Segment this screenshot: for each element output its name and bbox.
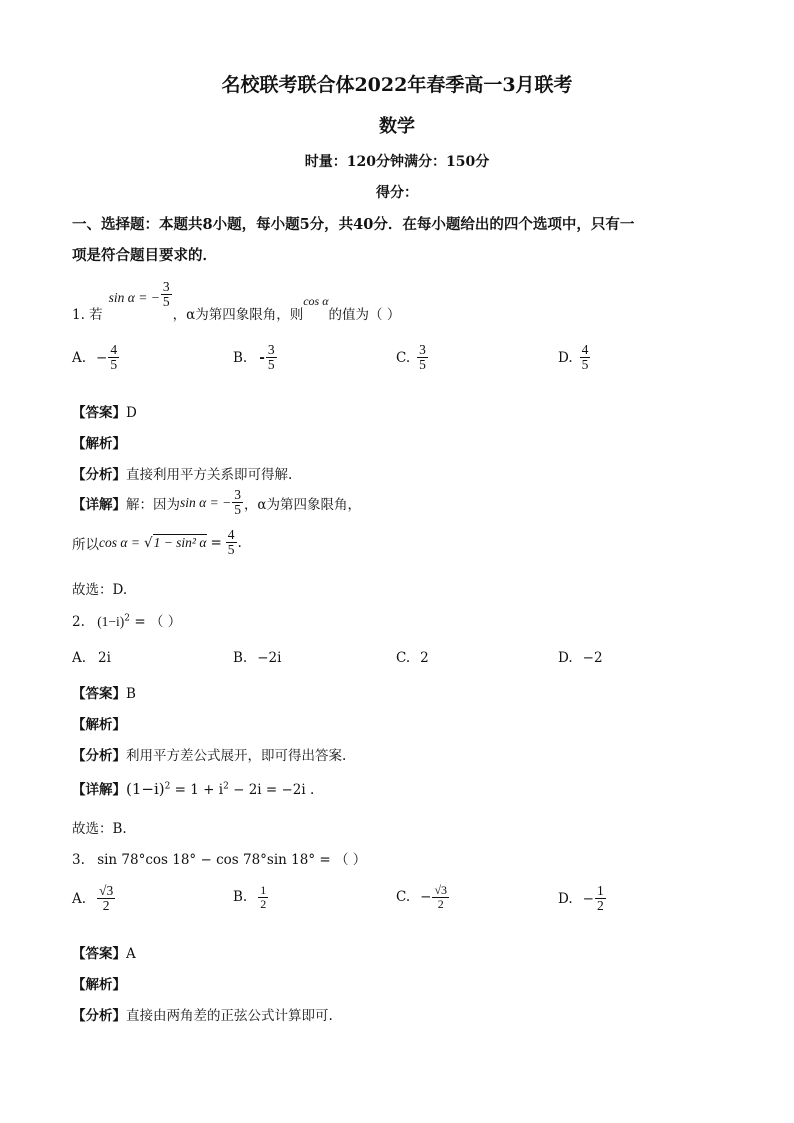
q1-option-b — [233, 343, 278, 372]
section-heading-line1: 一、选择题：本题共8小题，每小题5分，共40分．在每小题给出的四个选项中，只有一 — [72, 216, 635, 233]
score-label: 得分： — [376, 185, 418, 201]
q1-stem-end: 的值为（ ） — [328, 307, 401, 323]
frac-den: 5 — [419, 357, 426, 373]
q3-option-a — [72, 884, 116, 913]
q2-fenxi-text: 利用平方差公式展开，即可得出答案. — [126, 748, 347, 764]
q1-fenxi-text: 直接利用平方关系即可得解. — [126, 467, 293, 483]
option-letter: A. — [72, 349, 87, 366]
q2-exp: 2 — [124, 613, 131, 624]
q3-number: 3. — [72, 852, 85, 868]
q1-number: 1. 若 — [72, 307, 103, 323]
frac-den: 5 — [581, 357, 589, 373]
q2-option-c — [396, 650, 429, 666]
q2-stem-end: = （ ） — [130, 614, 182, 630]
answer-label: 【答案】 — [72, 686, 126, 701]
q1-frac-den: 5 — [162, 294, 170, 310]
option-fraction — [417, 343, 428, 372]
fenxi-label: 【分析】 — [72, 467, 126, 482]
option-letter: A. — [72, 890, 87, 907]
q3-analysis-label: 【解析】 — [72, 977, 126, 992]
frac-num: 3 — [234, 487, 241, 502]
option-fraction — [595, 884, 606, 913]
q1-stem — [72, 280, 400, 330]
frac-num: 4 — [581, 342, 589, 357]
answer-label: 【答案】 — [72, 946, 126, 961]
q1-detail-line2 — [72, 528, 242, 557]
option-fraction — [97, 884, 115, 913]
q1-line2-math: cos α = — [99, 534, 140, 550]
q1-option-a — [72, 343, 120, 372]
q2-conclusion: 故选：B. — [72, 821, 127, 837]
q1-detail-math: sin α = − — [180, 494, 232, 510]
frac-num: 1 — [596, 883, 604, 898]
option-text: 2 — [420, 650, 429, 666]
frac-den: 2 — [596, 898, 604, 914]
option-fraction — [108, 343, 119, 372]
detail-label: 【详解】 — [72, 782, 126, 797]
q1-line2-eq: = — [210, 534, 222, 551]
q1-analysis-label: 【解析】 — [72, 436, 126, 451]
q2-option-b — [233, 650, 281, 666]
exam-title: 名校联考联合体2022年春季高一3月联考 — [221, 74, 573, 96]
option-letter: B. — [233, 889, 248, 906]
q1-line2-fraction — [226, 528, 237, 557]
frac-num: √3 — [434, 883, 448, 897]
option-fraction — [266, 343, 277, 372]
option-fraction — [432, 884, 449, 910]
option-letter: D. — [558, 650, 573, 666]
option-letter: C. — [396, 349, 411, 366]
q2-detail-b: = 1 + i — [170, 782, 224, 798]
q3-option-b — [233, 884, 269, 910]
fenxi-label: 【分析】 — [72, 748, 126, 763]
q2-fenxi — [72, 744, 346, 764]
q2-detail-sup: 2 — [164, 781, 171, 792]
time-score: 时量：120分钟满分：150分 — [304, 154, 490, 170]
frac-den: 2 — [437, 896, 444, 911]
frac-den: 2 — [102, 898, 110, 914]
q3-stem — [72, 848, 366, 868]
option-text: 2i — [98, 650, 111, 666]
q3-fenxi-text: 直接由两角差的正弦公式计算即可. — [126, 1008, 333, 1024]
sqrt-sign: √ — [143, 534, 153, 551]
section-heading-line2: 项是符合题目要求的． — [72, 247, 217, 264]
option-sign: - — [259, 349, 265, 366]
subject-title: 数学 — [379, 116, 415, 137]
option-letter: C. — [396, 650, 411, 666]
q1-conclusion: 故选：D. — [72, 582, 128, 598]
frac-den: 5 — [110, 357, 118, 373]
q3-option-d — [558, 884, 607, 913]
detail-label: 【详解】 — [72, 496, 126, 512]
option-sign: − — [582, 890, 594, 907]
q2-stem — [72, 610, 181, 630]
q1-detail-fraction — [232, 488, 243, 517]
q2-answer — [72, 682, 136, 702]
q1-fenxi — [72, 463, 292, 483]
q1-line2-end: . — [237, 534, 242, 551]
option-sign: − — [420, 889, 432, 906]
frac-num: 1 — [260, 883, 267, 897]
q1-detail-line1 — [72, 488, 361, 517]
frac-num: 4 — [110, 342, 118, 357]
q2-number: 2. — [72, 614, 85, 630]
q3-answer — [72, 942, 136, 962]
q1-cos-expr: cos α — [303, 294, 329, 308]
option-fraction — [258, 884, 268, 910]
option-fraction — [580, 343, 591, 372]
q2-option-a — [72, 650, 111, 666]
q3-expr: sin 78°cos 18° − cos 78°sin 18° = （ ） — [97, 852, 367, 868]
q2-detail — [72, 778, 314, 798]
frac-den: 5 — [267, 357, 275, 373]
option-letter: B. — [233, 650, 248, 666]
q2-expr: (1−i) — [97, 614, 125, 629]
frac-num: 3 — [419, 342, 426, 357]
option-letter: B. — [233, 349, 248, 366]
q2-analysis-label: 【解析】 — [72, 717, 126, 732]
q1-option-c — [396, 343, 429, 372]
option-letter: C. — [396, 889, 411, 906]
q2-detail-a: (1−i) — [126, 780, 165, 798]
q1-sin-expr: sin α = − — [108, 290, 160, 305]
option-text: −2i — [257, 650, 282, 666]
q2-detail-c: − 2i = −2i . — [228, 782, 315, 798]
q2-option-d — [558, 650, 603, 666]
q1-stem-rest: ，α为第四象限角，则 — [172, 307, 304, 323]
q1-fraction — [161, 280, 172, 309]
frac-num: 4 — [227, 527, 235, 542]
q1-detail-prefix: 解：因为 — [126, 496, 180, 513]
q1-detail-rest: ，α为第四象限角， — [243, 496, 362, 513]
q2-answer-value: B — [126, 686, 136, 702]
frac-num: √3 — [99, 883, 114, 898]
q3-fenxi — [72, 1004, 333, 1024]
q3-option-c — [396, 884, 450, 910]
frac-den: 5 — [227, 542, 235, 558]
q2-detail-sup2: 2 — [223, 781, 229, 792]
frac-num: 3 — [267, 342, 275, 357]
frac-den: 2 — [260, 896, 267, 911]
fenxi-label: 【分析】 — [72, 1008, 126, 1023]
q1-answer — [72, 401, 137, 421]
q1-option-d — [558, 343, 591, 372]
answer-label: 【答案】 — [72, 405, 126, 420]
option-letter: D. — [558, 349, 573, 366]
q1-line2-sqrt: 1 − sin² α — [153, 535, 207, 551]
q1-answer-value: D — [126, 405, 137, 421]
q1-line2-prefix: 所以 — [72, 536, 99, 553]
option-letter: A. — [72, 650, 87, 666]
option-letter: D. — [558, 890, 573, 907]
option-sign: − — [96, 349, 108, 366]
option-text: −2 — [582, 650, 603, 666]
frac-den: 5 — [234, 502, 241, 518]
q1-frac-num: 3 — [162, 279, 170, 294]
q3-answer-value: A — [126, 946, 136, 962]
